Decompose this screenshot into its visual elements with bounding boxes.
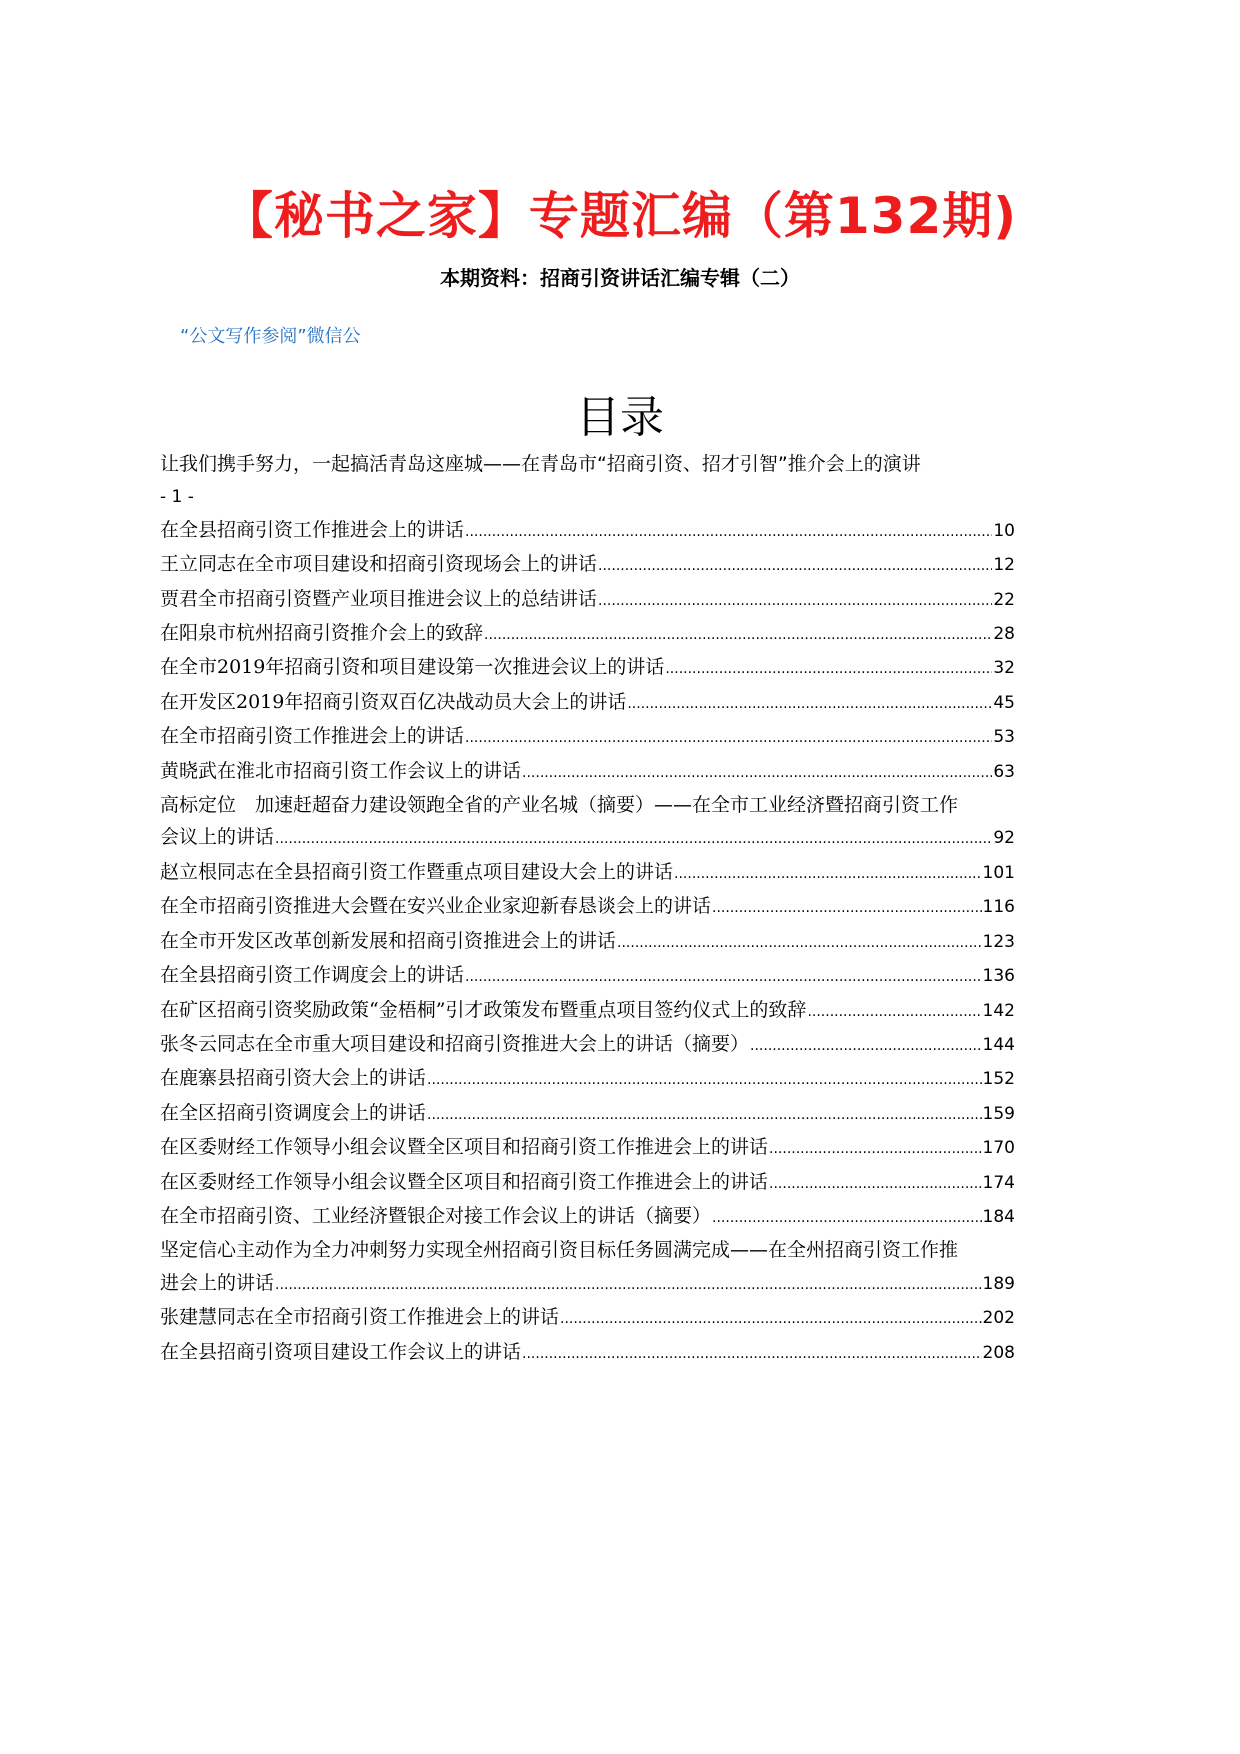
toc-entry[interactable] bbox=[160, 890, 1015, 924]
toc-leader bbox=[427, 1064, 982, 1096]
toc-leader bbox=[275, 823, 992, 855]
toc-leader bbox=[627, 688, 992, 720]
toc-entry-title: 在区委财经工作领导小组会议暨全区项目和招商引资工作推进会上的讲话 bbox=[160, 1170, 769, 1193]
toc-leader bbox=[712, 892, 982, 924]
toc-entry[interactable] bbox=[160, 755, 1015, 789]
toc-entry[interactable] bbox=[160, 994, 1015, 1028]
toc-entry[interactable] bbox=[160, 548, 1015, 582]
wechat-note: “公文写作参阅”微信公 bbox=[180, 326, 361, 347]
toc-entry[interactable] bbox=[160, 686, 1015, 720]
toc-entry[interactable] bbox=[160, 925, 1015, 959]
toc-leader bbox=[484, 619, 992, 651]
toc-entry-title: 高标定位 加速赶超奋力建设领跑全省的产业名城（摘要） bbox=[160, 794, 655, 817]
toc-leader bbox=[465, 961, 982, 993]
toc-entry-page: 101 bbox=[982, 862, 1015, 883]
toc-entry-subtitle: ——在青岛市“招商引资、招才引智”推介会上的演讲 bbox=[483, 453, 921, 475]
toc-entry[interactable] bbox=[160, 1166, 1015, 1200]
toc-entry-title: 在区委财经工作领导小组会议暨全区项目和招商引资工作推进会上的讲话 bbox=[160, 1136, 769, 1159]
toc-entry-page: 28 bbox=[993, 624, 1015, 645]
toc-entry-page: 92 bbox=[993, 828, 1015, 849]
toc-leader bbox=[674, 858, 982, 890]
toc-entry-title: 坚定信心主动作为全力冲刺努力实现全州招商引资目标任务圆满完成 bbox=[160, 1239, 731, 1262]
toc-entry-title: 让我们携手努力，一起搞活青岛这座城 bbox=[160, 453, 484, 475]
toc-leader bbox=[560, 1303, 982, 1335]
toc-heading: 目录 bbox=[576, 392, 664, 443]
toc-entry-title: 在矿区招商引资奖励政策“金梧桐”引才政策发布暨重点项目签约仪式上的致辞 bbox=[160, 998, 807, 1021]
toc-entry-page: 202 bbox=[982, 1308, 1015, 1329]
toc-leader bbox=[465, 516, 992, 548]
toc-entry[interactable] bbox=[160, 514, 1015, 548]
toc-entry[interactable] bbox=[160, 1200, 1015, 1234]
toc-entry[interactable] bbox=[160, 720, 1015, 754]
toc-entry-page: 174 bbox=[982, 1172, 1015, 1193]
toc-entry-title: 在全区招商引资调度会上的讲话 bbox=[160, 1101, 427, 1124]
toc-leader bbox=[598, 550, 992, 582]
toc-leader bbox=[275, 1269, 982, 1301]
toc-entry-page: 22 bbox=[993, 589, 1015, 610]
toc-entry-title: 在全市招商引资推进大会暨在安兴业企业家迎新春恳谈会上的讲话 bbox=[160, 895, 712, 918]
toc-entry-continuation: 会议上的讲话 bbox=[160, 826, 275, 849]
table-of-contents bbox=[160, 448, 1100, 1370]
toc-leader bbox=[769, 1133, 982, 1165]
toc-leader bbox=[807, 996, 981, 1028]
document-title: 【秘书之家】专题汇编（第132期) bbox=[222, 187, 1018, 245]
toc-entry-page: 144 bbox=[982, 1034, 1015, 1055]
toc-entry[interactable] bbox=[160, 651, 1015, 685]
toc-entry-title: 在全市招商引资、工业经济暨银企对接工作会议上的讲话（摘要） bbox=[160, 1204, 712, 1227]
toc-leader bbox=[427, 1099, 982, 1131]
toc-leader bbox=[465, 722, 992, 754]
toc-entry[interactable] bbox=[160, 1336, 1015, 1370]
toc-entry-page: 123 bbox=[982, 931, 1015, 952]
toc-entry[interactable] bbox=[160, 1234, 1100, 1301]
toc-leader bbox=[598, 585, 992, 617]
document-subtitle: 本期资料：招商引资讲话汇编专辑（二） bbox=[440, 266, 800, 290]
toc-entry[interactable] bbox=[160, 959, 1015, 993]
toc-entry-title: 在全县招商引资工作调度会上的讲话 bbox=[160, 964, 465, 987]
toc-entry-page: 32 bbox=[993, 658, 1015, 679]
toc-entry-page: 10 bbox=[993, 520, 1015, 541]
toc-entry-page: 184 bbox=[982, 1206, 1015, 1227]
toc-entry-page: 208 bbox=[982, 1342, 1015, 1363]
toc-leader bbox=[665, 653, 992, 685]
toc-entry-title: 赵立根同志在全县招商引资工作暨重点项目建设大会上的讲话 bbox=[160, 860, 674, 883]
toc-entry-page: 63 bbox=[993, 761, 1015, 782]
toc-entry-page: 116 bbox=[982, 897, 1015, 918]
toc-entry-continuation: 进会上的讲话 bbox=[160, 1271, 275, 1294]
toc-entry-title: 在开发区2019年招商引资双百亿决战动员大会上的讲话 bbox=[160, 690, 627, 713]
toc-entry[interactable] bbox=[160, 1028, 1015, 1062]
toc-entry-subtitle: ——在全市工业经济暨招商引资工作 bbox=[654, 794, 959, 817]
toc-leader bbox=[522, 757, 992, 789]
toc-leader bbox=[750, 1030, 982, 1062]
toc-entry-page: 152 bbox=[982, 1069, 1015, 1090]
toc-entry-title: 在阳泉市杭州招商引资推介会上的致辞 bbox=[160, 622, 484, 645]
toc-entry-title: 在全县招商引资项目建设工作会议上的讲话 bbox=[160, 1340, 522, 1363]
toc-entry-title: 贾君全市招商引资暨产业项目推进会议上的总结讲话 bbox=[160, 587, 598, 610]
toc-entry-page: 53 bbox=[993, 727, 1015, 748]
toc-entry[interactable] bbox=[160, 1062, 1015, 1096]
toc-entry-title: 在全县招商引资工作推进会上的讲话 bbox=[160, 518, 465, 541]
toc-entry-page: 159 bbox=[982, 1103, 1015, 1124]
toc-entry-title: 在全市2019年招商引资和项目建设第一次推进会议上的讲话 bbox=[160, 656, 665, 679]
toc-entry-title: 黄晓武在淮北市招商引资工作会议上的讲话 bbox=[160, 759, 522, 782]
toc-entry[interactable] bbox=[160, 1301, 1015, 1335]
toc-entry[interactable] bbox=[160, 1097, 1015, 1131]
toc-entry-page: 12 bbox=[993, 555, 1015, 576]
toc-entry[interactable] bbox=[160, 448, 1100, 514]
toc-entry-title: 在全市开发区改革创新发展和招商引资推进会上的讲话 bbox=[160, 929, 617, 952]
toc-leader bbox=[712, 1202, 982, 1234]
toc-entry-page: 136 bbox=[982, 966, 1015, 987]
toc-entry-title: 张建慧同志在全市招商引资工作推进会上的讲话 bbox=[160, 1306, 560, 1329]
toc-entry[interactable] bbox=[160, 856, 1015, 890]
toc-entry-title: 在鹿寨县招商引资大会上的讲话 bbox=[160, 1067, 427, 1090]
toc-entry[interactable] bbox=[160, 617, 1015, 651]
toc-entry-page: 189 bbox=[982, 1273, 1015, 1294]
toc-entry-page: 170 bbox=[982, 1138, 1015, 1159]
toc-entry-page: - 1 - bbox=[160, 487, 194, 508]
toc-entry-subtitle: ——在全州招商引资工作推 bbox=[730, 1239, 959, 1262]
toc-entry-title: 在全市招商引资工作推进会上的讲话 bbox=[160, 725, 465, 748]
toc-entry-title: 张冬云同志在全市重大项目建设和招商引资推进大会上的讲话（摘要） bbox=[160, 1032, 750, 1055]
toc-entry[interactable] bbox=[160, 583, 1015, 617]
toc-entry-page: 45 bbox=[993, 692, 1015, 713]
toc-leader bbox=[522, 1338, 982, 1370]
toc-entry-page: 142 bbox=[982, 1000, 1015, 1021]
toc-leader bbox=[617, 927, 982, 959]
toc-entry-title: 王立同志在全市项目建设和招商引资现场会上的讲话 bbox=[160, 553, 598, 576]
toc-leader bbox=[769, 1168, 982, 1200]
toc-entry[interactable] bbox=[160, 789, 1100, 856]
toc-entry[interactable] bbox=[160, 1131, 1015, 1165]
